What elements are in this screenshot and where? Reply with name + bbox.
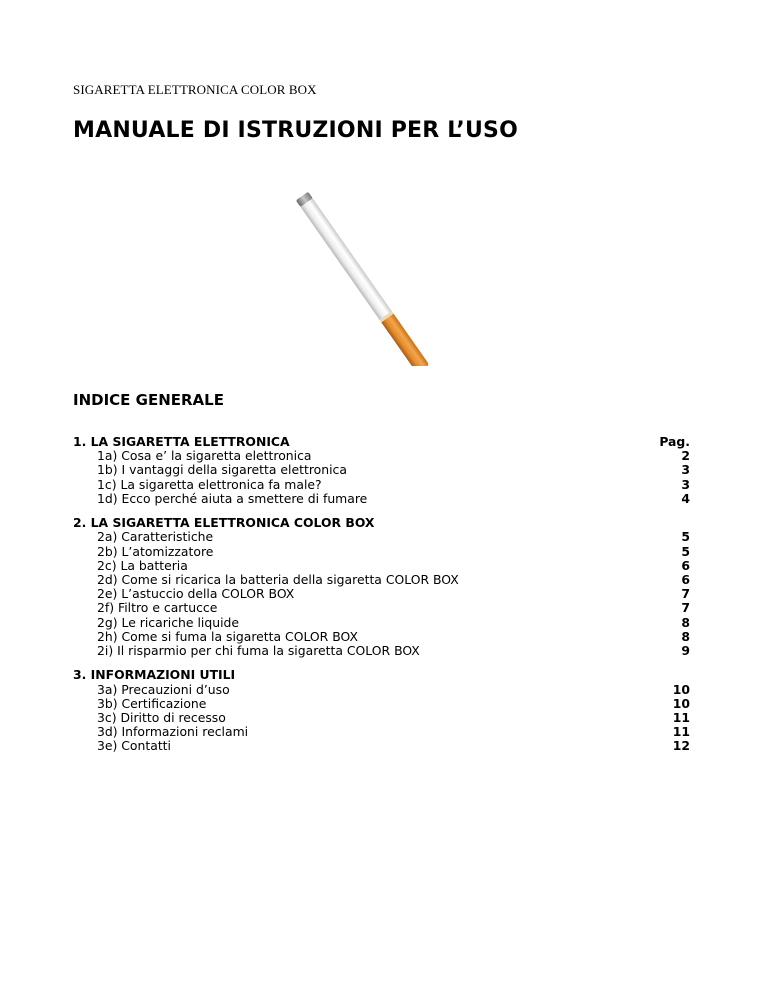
toc-entry bbox=[73, 616, 690, 630]
toc-entry bbox=[73, 630, 690, 644]
toc-entry bbox=[73, 697, 690, 711]
toc-entry-page: 8 bbox=[681, 628, 690, 644]
toc-entry-label: 2i) Il risparmio per chi fuma la sigaretta COLOR BOX bbox=[97, 642, 420, 658]
toc-entry-label: 2d) Come si ricarica la batteria della sigaretta COLOR BOX bbox=[97, 571, 459, 587]
running-header: SIGARETTA ELETTRONICA COLOR BOX bbox=[73, 82, 317, 97]
toc-entry bbox=[73, 545, 690, 559]
toc-entry-label: 3d) Informazioni reclami bbox=[97, 724, 249, 740]
toc-entry-page: 7 bbox=[681, 586, 690, 602]
toc-entry bbox=[73, 644, 690, 658]
cigarette-paper bbox=[296, 192, 402, 335]
toc-entry-page: 6 bbox=[681, 557, 690, 573]
toc-entry bbox=[73, 739, 690, 753]
toc-entry bbox=[73, 573, 690, 587]
toc-entry-label: 3c) Diritto di recesso bbox=[97, 709, 226, 725]
toc-entry bbox=[73, 559, 690, 573]
toc-entry-page: 7 bbox=[681, 600, 690, 616]
toc-entry-page: 2 bbox=[681, 448, 690, 464]
toc-section-title: 2. LA SIGARETTA ELETTRONICA COLOR BOX bbox=[73, 515, 375, 531]
toc-entry-page: 10 bbox=[672, 695, 690, 711]
toc-entry-page: 10 bbox=[672, 681, 690, 697]
toc-entry-label: 2g) Le ricariche liquide bbox=[97, 614, 240, 630]
toc-section-3 bbox=[73, 668, 690, 682]
toc-entry-page: 5 bbox=[681, 529, 690, 545]
document-title: MANUALE DI ISTRUZIONI PER L’USO bbox=[73, 118, 518, 143]
index-heading: INDICE GENERALE bbox=[73, 391, 224, 409]
toc-entry-label: 3b) Certificazione bbox=[97, 695, 207, 711]
toc-entry-label: 2b) L’atomizzatore bbox=[97, 543, 214, 559]
cigarette-image bbox=[282, 180, 488, 366]
toc-entry-label: 2c) La batteria bbox=[97, 557, 188, 573]
toc-entry-label: 3e) Contatti bbox=[97, 738, 171, 754]
table-of-contents bbox=[73, 435, 690, 754]
toc-entry bbox=[73, 463, 690, 477]
toc-entry-page: 12 bbox=[672, 738, 690, 754]
cigarette-filter bbox=[380, 311, 430, 366]
toc-entry-page: 5 bbox=[681, 543, 690, 559]
toc-entry-page: 3 bbox=[681, 476, 690, 492]
toc-entry-label: 2f) Filtro e cartucce bbox=[97, 600, 218, 616]
toc-section-2 bbox=[73, 516, 690, 530]
toc-entry-page: 4 bbox=[681, 490, 690, 506]
toc-entry-page: 6 bbox=[681, 571, 690, 587]
page-column-label: Pag. bbox=[659, 434, 690, 449]
toc-entry bbox=[73, 725, 690, 739]
toc-entry-page: 11 bbox=[672, 709, 690, 725]
toc-entry bbox=[73, 449, 690, 463]
toc-entry bbox=[73, 530, 690, 544]
toc-entry-label: 1c) La sigaretta elettronica fa male? bbox=[97, 476, 322, 492]
toc-entry bbox=[73, 711, 690, 725]
toc-entry bbox=[73, 492, 690, 506]
toc-entry-label: 1d) Ecco perché aiuta a smettere di fumare bbox=[97, 490, 368, 506]
toc-entry-label: 3a) Precauzioni d’uso bbox=[97, 681, 230, 697]
toc-entry bbox=[73, 587, 690, 601]
toc-entry-label: 2a) Caratteristiche bbox=[97, 529, 214, 545]
toc-entry-page: 8 bbox=[681, 614, 690, 630]
toc-section-1 bbox=[73, 435, 690, 449]
toc-entry-label: 2e) L’astuccio della COLOR BOX bbox=[97, 586, 295, 602]
toc-entry-page: 3 bbox=[681, 462, 690, 478]
toc-entry-label: 1b) I vantaggi della sigaretta elettronica bbox=[97, 462, 347, 478]
toc-entry-label: 2h) Come si fuma la sigaretta COLOR BOX bbox=[97, 628, 358, 644]
toc-entry bbox=[73, 601, 690, 615]
toc-section-title: 3. INFORMAZIONI UTILI bbox=[73, 667, 236, 683]
toc-entry-label: 1a) Cosa e’ la sigaretta elettronica bbox=[97, 448, 312, 464]
toc-entry bbox=[73, 683, 690, 697]
toc-entry bbox=[73, 478, 690, 492]
toc-section-title: 1. LA SIGARETTA ELETTRONICA bbox=[73, 434, 290, 449]
toc-entry-page: 11 bbox=[672, 724, 690, 740]
toc-entry-page: 9 bbox=[681, 642, 690, 658]
